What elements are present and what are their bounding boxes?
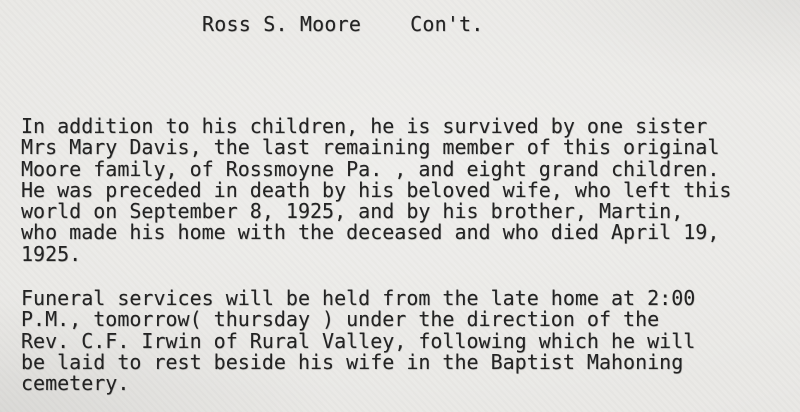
text-line: In addition to his children, he is survived by one sister <box>21 114 708 138</box>
document-title: Ross S. Moore Con't. <box>202 12 484 36</box>
text-line: Rev. C.F. Irwin of Rural Valley, following which he will <box>21 328 696 353</box>
text-line: be laid to rest beside his wife in the Baptist Mahoning <box>21 349 684 374</box>
paragraph-survivors <box>21 116 731 265</box>
text-line: Funeral services will be held from the late home at 2:00 <box>21 286 696 310</box>
text-line: 1925. <box>21 241 82 266</box>
text-line: who made his home with the deceased and who died April 19, <box>21 220 720 245</box>
text-line: Moore family, of Rossmoyne Pa. , and eight grand children. <box>21 156 720 181</box>
paragraph-funeral-services <box>21 288 695 394</box>
text-line: Mrs Mary Davis, the last remaining member of this original <box>21 135 720 160</box>
text-line: world on September 8, 1925, and by his brother, Martin, <box>21 199 684 224</box>
text-line: cemetery. <box>21 371 130 396</box>
text-line: He was preceded in death by his beloved wife, who left this <box>21 177 732 202</box>
text-line: P.M., tomorrow( thursday ) under the direction of the <box>21 307 660 332</box>
